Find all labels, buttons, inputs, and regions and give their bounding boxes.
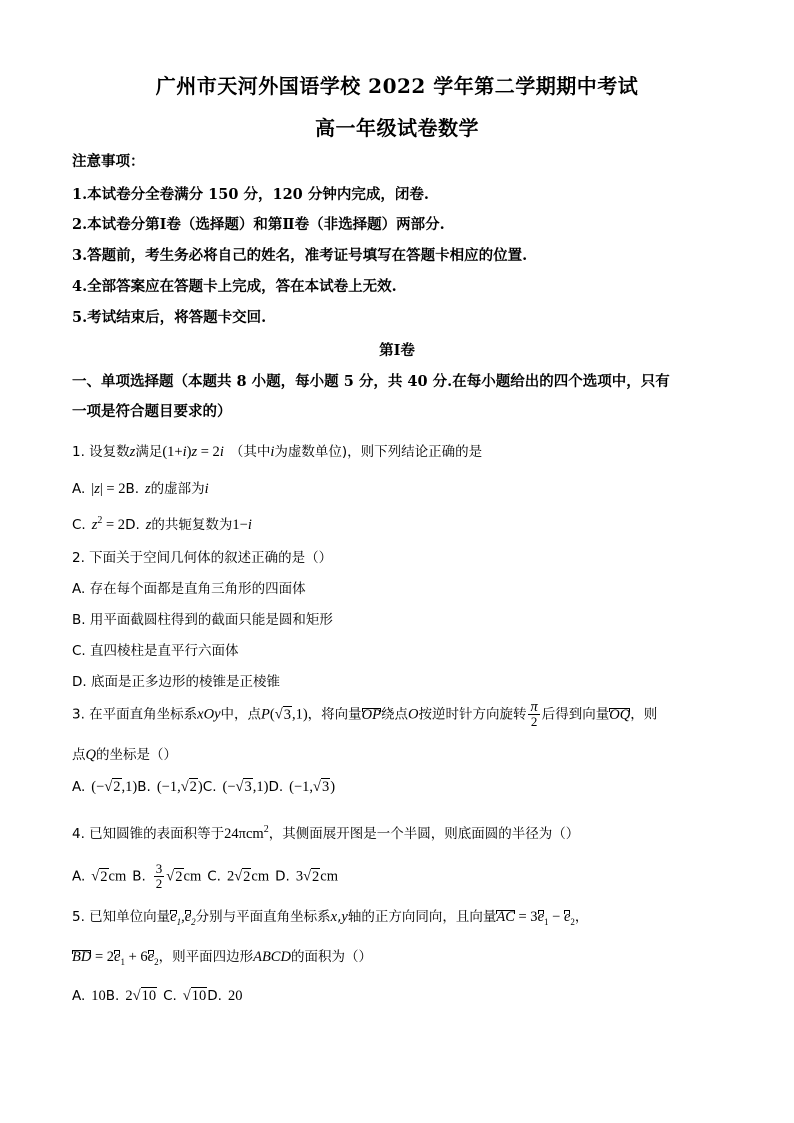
note-item-5: 5.考试结束后，将答题卡交回.	[72, 309, 267, 326]
q2-option-c: C. 直四棱柱是直平行六面体	[72, 643, 239, 659]
q1-options-ab: A. |z| = 2B. z的虚部为i	[72, 481, 209, 497]
q4-stem: 4. 已知圆锥的表面积等于24πcm$^2$，其侧面展开图是一个半圆，则底面圆的半径为（）	[72, 824, 580, 842]
notes-heading: 注意事项：	[72, 153, 145, 170]
note-item-1: 1.本试卷分全卷满分 150 分，120 分钟内完成，闭卷.	[72, 186, 429, 203]
q3-options: A. (−√2,1)B. (−1,√2)C. (−√3,1)D. (−1,√3)	[72, 779, 336, 795]
q3-stem-line1: 3. 在平面直角坐标系xOy中，点P(√3,1)，将向量OP绕点O按逆时针方向旋转 $\frac{\pi}{2}$ 后得到向量OQ，则	[72, 699, 658, 729]
note-item-4: 4.全部答案应在答题卡上完成，答在本试卷上无效.	[72, 278, 397, 295]
exam-subtitle: 高一年级试卷数学	[315, 116, 479, 140]
note-item-2: 2.本试卷分第Ⅰ卷（选择题）和第Ⅱ卷（非选择题）两部分.	[72, 216, 445, 233]
volume-heading: 第Ⅰ卷	[379, 342, 415, 359]
q2-option-d: D. 底面是正多边形的棱锥是正棱锥	[72, 674, 280, 690]
q2-stem: 2. 下面关于空间几何体的叙述正确的是（）	[72, 550, 333, 566]
q1-stem: 1. 设复数z满足(1+i)z = 2i （其中i为虚数单位)，则下列结论正确的是	[72, 444, 483, 460]
q5-stem-line1: 5. 已知单位向量$e_1,e_2$分别与平面直角坐标系x,y轴的正方向同向，且向量AC = $3e_1 - e_2$，	[72, 909, 589, 927]
part-title-line1: 一、单项选择题（本题共 8 小题，每小题 5 分，共 40 分.在每小题给出的四个选项中，只有	[72, 373, 670, 390]
q5-stem-line2: BD = $2e_1 + 6e_2$，则平面四边形ABCD的面积为（）	[72, 949, 372, 967]
note-item-3: 3.答题前，考生务必将自己的姓名，准考证号填写在答题卡相应的位置.	[72, 247, 528, 264]
q5-options: A. 10B. 2√10 C. √10D. 20	[72, 988, 243, 1004]
q2-option-a: A. 存在每个面都是直角三角形的四面体	[72, 581, 306, 597]
q1-options-cd: C. $z^2 = 2D$. z的共轭复数为1−i	[72, 515, 252, 533]
q3-stem-line2: 点Q的坐标是（）	[72, 747, 177, 763]
exam-title: 广州市天河外国语学校 2022 学年第二学期期中考试	[155, 74, 639, 98]
part-title-line2: 一项是符合题目要求的）	[72, 403, 232, 420]
q2-option-b: B. 用平面截圆柱得到的截面只能是圆和矩形	[72, 612, 333, 628]
q4-options: A. √2cm B. $\frac{3}{2}$ √2cm C. 2√2cm D. 3√2cm	[72, 861, 339, 891]
